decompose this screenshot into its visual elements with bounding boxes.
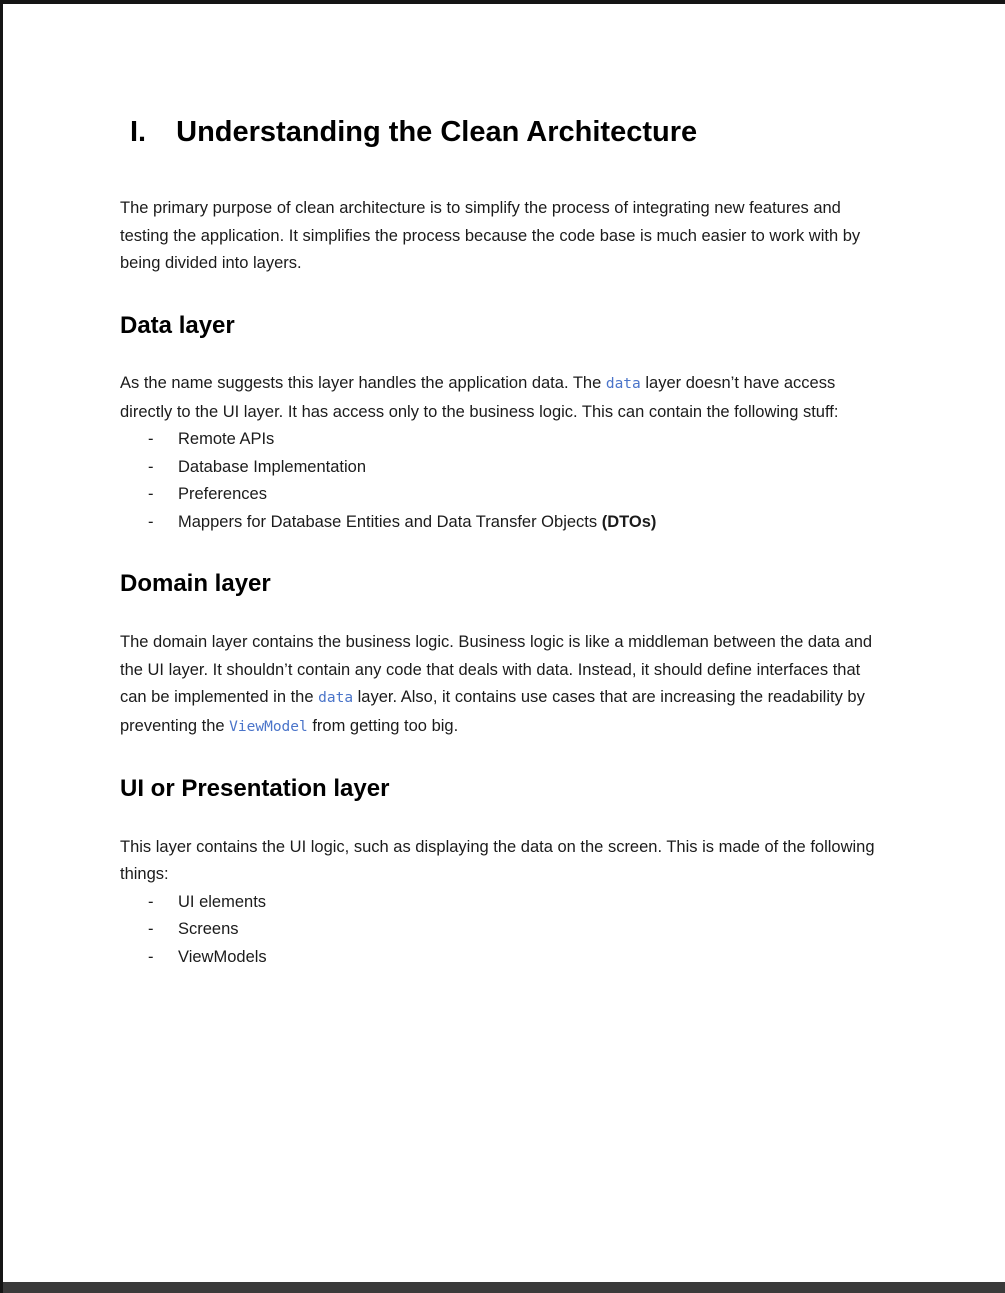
text-run: layer doesn’t have access directly to the UI layer. It has access only to the business logic. This can contain the following stuff:: [120, 374, 839, 421]
list-item: [120, 481, 887, 509]
bullet-text: [178, 481, 887, 509]
list-item: [120, 889, 887, 917]
inline-code: data: [605, 376, 641, 393]
list-item: [120, 426, 887, 454]
bullet-text: [178, 426, 887, 454]
bullet-marker: -: [148, 947, 154, 966]
list-item: [120, 454, 887, 482]
section-paragraph: [120, 370, 887, 426]
inline-code: ViewModel: [229, 718, 308, 735]
section-domain-layer: [120, 570, 887, 741]
bullet-marker: -: [148, 892, 154, 911]
text-run: The primary purpose of clean architecture is to simplify the process of integrating new features and testing the application. It simplifies the process because the code base is much easier to work with by being divided into layers.: [120, 199, 861, 273]
bullet-text: [178, 454, 887, 482]
text-run: This layer contains the UI logic, such as displaying the data on the screen. This is made of the following things:: [120, 837, 875, 884]
text-run: Preferences: [178, 485, 267, 504]
intro-paragraph: [120, 195, 887, 278]
text-run: As the name suggests this layer handles the application data. The: [120, 374, 606, 393]
section-paragraph: [120, 834, 887, 889]
doc-title: [130, 116, 887, 149]
inline-code: data: [318, 690, 354, 707]
bullet-marker: -: [148, 512, 154, 531]
bullet-marker: -: [148, 920, 154, 939]
list-item: [120, 916, 887, 944]
bullet-list-data-layer: [120, 426, 887, 536]
text-run: Database Implementation: [178, 457, 367, 476]
section-heading-data-layer: Data layer: [120, 311, 235, 339]
text-run: from getting too big.: [307, 716, 459, 735]
bullet-text: [178, 944, 887, 972]
bullet-marker: -: [148, 485, 154, 504]
bullet-text: [178, 509, 887, 537]
section-heading-ui-layer: UI or Presentation layer: [120, 775, 390, 803]
bullet-text: [178, 889, 887, 917]
bullet-list-ui-layer: [120, 889, 887, 972]
list-item: [120, 944, 887, 972]
document-content: [3, 4, 1005, 971]
text-run: Remote APIs: [178, 430, 275, 449]
text-run: ViewModels: [178, 947, 267, 966]
text-run: (DTOs): [601, 512, 657, 531]
bullet-text: [178, 916, 887, 944]
text-run: Screens: [178, 920, 239, 939]
text-run: UI elements: [178, 892, 267, 911]
bullet-marker: -: [148, 430, 154, 449]
section-paragraph: [120, 629, 887, 741]
doc-title-text: Understanding the Clean Architecture: [176, 116, 698, 148]
text-run: Mappers for Database Entities and Data Transfer Objects: [178, 512, 602, 531]
list-item: [120, 509, 887, 537]
text-run: The domain layer contains the business logic. Business logic is like a middleman between the data and the UI layer. It shouldn’t contain any code that deals with data. Instead, it should define interfaces that can be implemented in the: [120, 633, 873, 707]
bottom-bar: [3, 1282, 1005, 1293]
text-run: layer. Also, it contains use cases that are increasing the readability by preventing the: [120, 688, 865, 735]
bullet-marker: -: [148, 457, 154, 476]
section-data-layer: [120, 312, 887, 537]
doc-title-numeral: I.: [130, 116, 147, 148]
section-heading-domain-layer: Domain layer: [120, 570, 271, 598]
section-ui-layer: [120, 775, 887, 971]
